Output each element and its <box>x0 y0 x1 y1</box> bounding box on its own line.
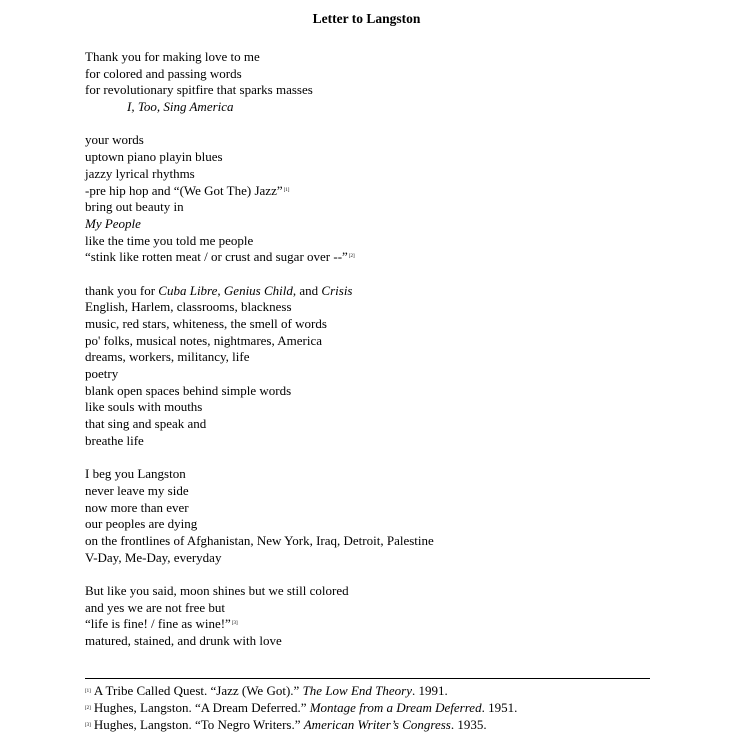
text-run: matured, stained, and drunk with love <box>85 633 282 649</box>
text-run: “life is fine! / fine as wine!” <box>85 616 231 632</box>
poem-line <box>85 349 434 366</box>
poem-line <box>85 316 434 333</box>
poem-line <box>85 199 434 216</box>
footnote-reference[interactable]: [3] <box>231 621 238 627</box>
text-run: V-Day, Me-Day, everyday <box>85 549 222 565</box>
text-run: poetry <box>85 366 119 382</box>
text-run: bring out beauty in <box>85 199 184 215</box>
poem-line <box>85 583 434 600</box>
poem-line <box>85 66 434 83</box>
poem-line <box>85 516 434 533</box>
footnote-item <box>85 682 517 699</box>
text-run: -pre hip hop and “(We Got The) Jazz” <box>85 182 283 198</box>
poem-line <box>85 433 434 450</box>
italic-title-text: Montage from a Dream Deferred <box>309 700 482 715</box>
poem-line <box>85 132 434 149</box>
footnote-item <box>85 699 517 716</box>
italic-title-text: I, Too, Sing America <box>127 99 234 115</box>
italic-title-text: Cuba Libre <box>158 282 218 298</box>
text-run: and yes we are not free but <box>85 599 226 615</box>
stanza-break <box>85 266 434 283</box>
stanza-break <box>85 116 434 133</box>
poem-line <box>85 466 434 483</box>
text-run: breathe life <box>85 432 144 448</box>
text-run: music, red stars, whiteness, the smell of words <box>85 316 327 331</box>
text-run: “stink like rotten meat / or crust and sugar over --” <box>85 249 348 265</box>
footnote-item <box>85 716 517 733</box>
poem-line <box>85 183 434 200</box>
footnote-marker[interactable]: [3] <box>85 723 91 728</box>
poem-line <box>85 416 434 433</box>
poem-line <box>85 82 434 99</box>
text-run: like souls with mouths <box>85 399 203 415</box>
poem-line <box>85 399 434 416</box>
text-run: , and <box>292 282 322 298</box>
stanza-break <box>85 566 434 583</box>
footnote-reference[interactable]: [1] <box>283 187 290 193</box>
text-run: But like you said, moon shines but we still colored <box>85 583 349 598</box>
text-run: our peoples are dying <box>85 516 198 532</box>
text-run: jazzy lyrical rhythms <box>85 165 195 181</box>
poem-line <box>85 166 434 183</box>
poem-line <box>85 216 434 233</box>
poem-line <box>85 233 434 250</box>
poem-line <box>85 283 434 300</box>
text-run: dreams, workers, militancy, life <box>85 349 250 365</box>
italic-title-text: The Low End Theory <box>302 683 412 698</box>
footnote-marker[interactable]: [2] <box>85 706 91 711</box>
text-run: A Tribe Called Quest. “Jazz (We Got).” <box>93 683 303 698</box>
text-run: Hughes, Langston. “To Negro Writers.” <box>93 717 304 732</box>
poem-line <box>85 249 434 266</box>
text-run: for colored and passing words <box>85 65 242 81</box>
text-run: po' folks, musical notes, nightmares, America <box>85 332 323 348</box>
text-run: Thank you for making love to me <box>85 49 260 64</box>
italic-title-text: Crisis <box>321 282 353 298</box>
italic-title-text: My People <box>85 215 141 231</box>
poem-line <box>85 383 434 400</box>
footnote-marker[interactable]: [1] <box>85 689 91 694</box>
text-run: English, Harlem, classrooms, blackness <box>85 299 292 315</box>
poem-line <box>85 49 434 66</box>
poem-line <box>85 366 434 383</box>
text-run: . 1991. <box>411 683 448 698</box>
text-run: blank open spaces behind simple words <box>85 382 292 398</box>
text-run: Hughes, Langston. “A Dream Deferred.” <box>93 700 310 715</box>
footnote-divider <box>85 678 650 679</box>
poem-line <box>85 600 434 617</box>
text-run: that sing and speak and <box>85 416 207 432</box>
italic-title-text: Genius Child <box>223 282 293 298</box>
poem-line <box>85 633 434 650</box>
text-run: , <box>217 282 224 298</box>
poem-line <box>85 483 434 500</box>
poem-line <box>85 533 434 550</box>
poem-line <box>85 500 434 517</box>
poem-line <box>85 616 434 633</box>
text-run: never leave my side <box>85 482 189 498</box>
poem-line <box>85 333 434 350</box>
footnotes <box>85 682 517 733</box>
stanza-break <box>85 450 434 467</box>
text-run: on the frontlines of Afghanistan, New York, Iraq, Detroit, Palestine <box>85 532 434 548</box>
text-run: uptown piano playin blues <box>85 149 223 165</box>
poem-line <box>85 550 434 567</box>
italic-title-text: American Writer’s Congress <box>303 717 451 732</box>
document-title: Letter to Langston <box>312 11 421 26</box>
text-run: . 1951. <box>481 700 518 715</box>
poem-line <box>85 299 434 316</box>
text-run: now more than ever <box>85 499 189 515</box>
poem-line <box>85 149 434 166</box>
poem-line <box>85 99 434 116</box>
text-run: thank you for <box>85 282 159 298</box>
text-run: . 1935. <box>450 717 487 732</box>
text-run: for revolutionary spitfire that sparks masses <box>85 82 313 98</box>
footnote-reference[interactable]: [2] <box>348 254 355 260</box>
poem-body <box>85 49 434 650</box>
text-run: I beg you Langston <box>85 466 186 482</box>
text-run: like the time you told me people <box>85 232 254 248</box>
text-run: your words <box>85 132 144 148</box>
